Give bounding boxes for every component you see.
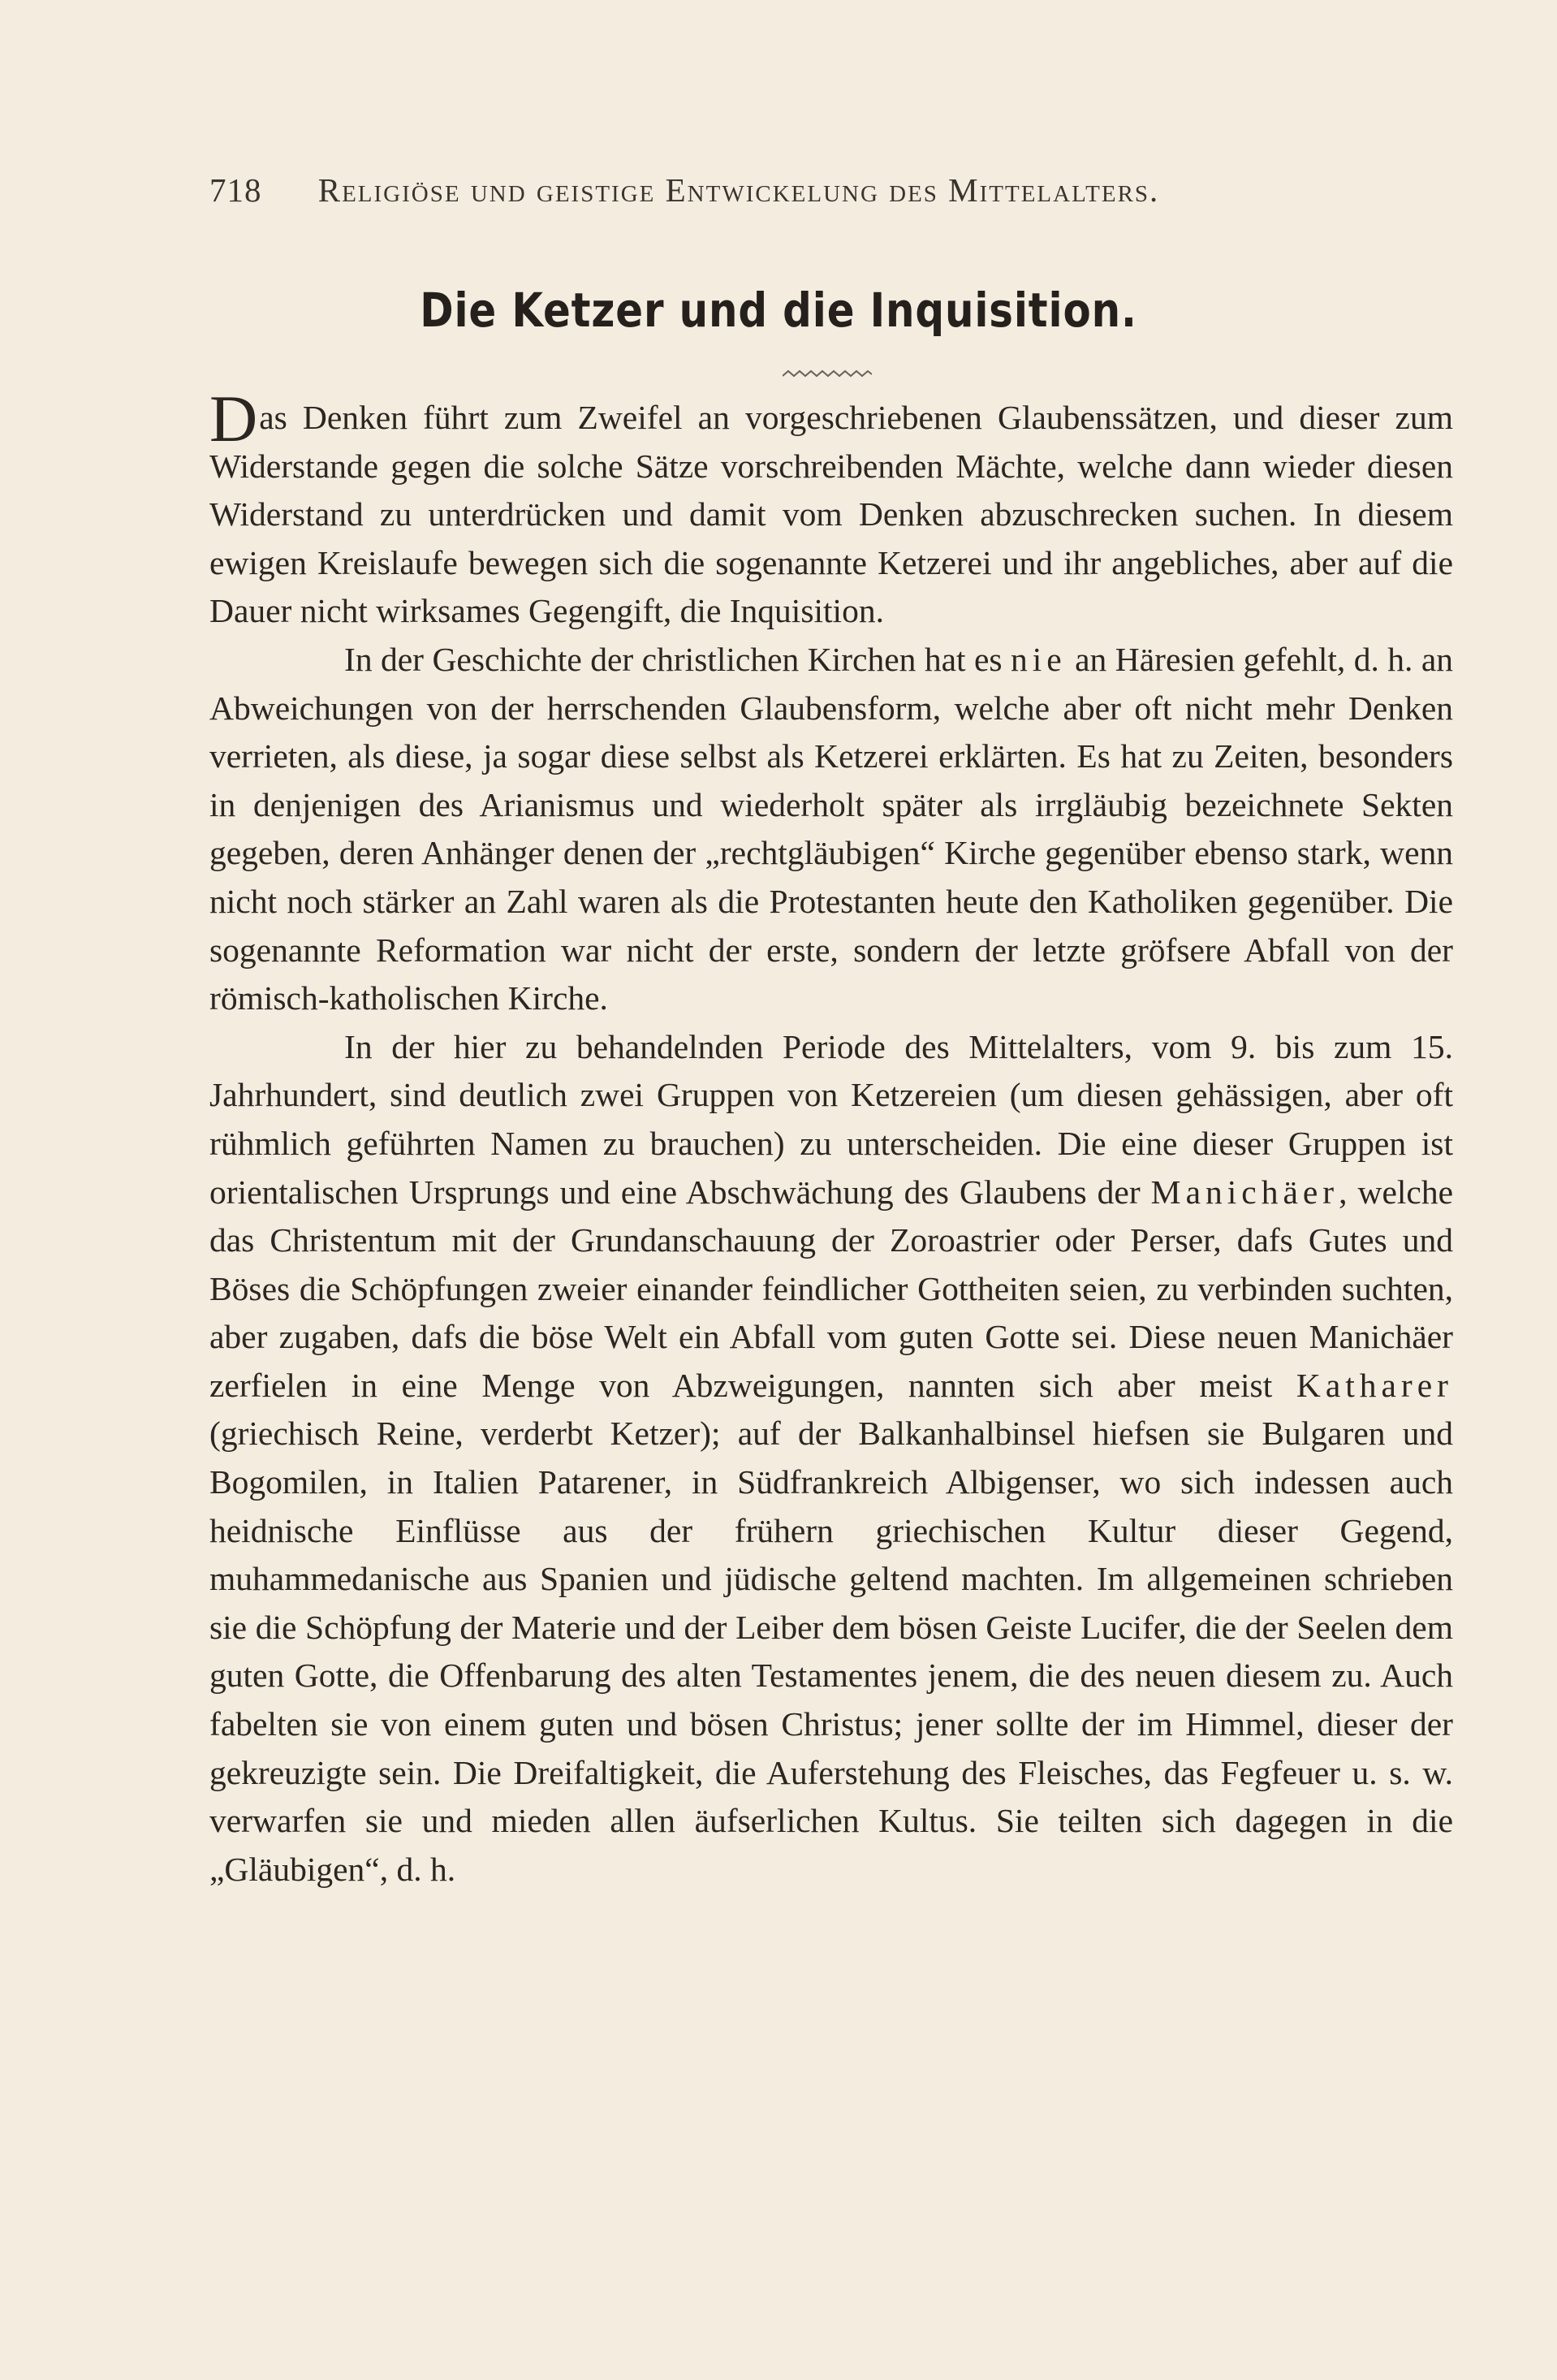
body-text [209, 382, 1454, 1894]
paragraph-2-text-b: an Häresien gefehlt, d. h. an Abweichungen von der herrschenden Glaubensform, welche aber oft nicht mehr Denken verrieten, als diese, ja sogar diese selbst als Ketzerei erklärten. Es hat zu Zeiten, besonders in denjenigen des Arianismus und wiederholt später als irrgläubig bezeichnete Sekten gegeben, deren Anhänger denen der „rechtgläubigen“ Kirche gegenüber ebenso stark, wenn nicht noch stärker an Zahl waren als die Protestanten heute den Katholiken gegenüber. Die sogenannte Reformation war nicht der erste, sondern der letzte gröfsere Abfall von der römisch-katholischen Kirche. [209, 640, 1454, 1017]
spaced-emphasis: Manichäer [1150, 1173, 1339, 1211]
paragraph-1-text: as Denken führt zum Zweifel an vorgeschriebenen Glaubenssätzen, und dieser zum Widerstande gegen die solche Sätze vorschreibenden Mächte, welche dann wieder diesen Widerstand zu unterdrücken und damit vom Denken abzuschrecken suchen. In diesem ewigen Kreislaufe bewegen sich die sogenannte Ketzerei und ihr angebliches, aber auf die Dauer nicht wirksames Gegengift, die Inquisition. [209, 399, 1453, 630]
paragraph-3-text-b: , welche das Christentum mit der Grundanschauung der Zoroastrier oder Perser, dafs Gutes und Böses die Schöpfungen zweier einander feindlicher Gottheiten seien, zu verbinden suchten, aber zugaben, dafs die böse Welt ein Abfall vom guten Gotte sei. Diese neuen Manichäer zerfielen in eine Menge von Abzweigungen, nannten sich aber meist [209, 1173, 1453, 1404]
paragraph-2-text-a: In der Geschichte der christlichen Kirchen hat es [344, 640, 1011, 678]
paragraph-3 [209, 1023, 1453, 1894]
wavy-ornament-icon [783, 368, 872, 379]
paragraph-3-text-c: (griechisch Reine, verderbt Ketzer); auf der Balkanhalbinsel hiefsen sie Bulgaren und Bogomilen, in Italien Patarener, in Südfrankreich Albigenser, wo sich indessen auch heidnische Einflüsse aus der frühern griechischen Kultur dieser Gegend, muhammedanische aus Spanien und jüdische geltend machten. Im allgemeinen schrieben sie die Schöpfung der Materie und der Leiber dem bösen Geiste Lucifer, die der Seelen dem guten Gotte, die Offenbarung des alten Testamentes jenem, die des neuen diesem zu. Auch fabelten sie von einem guten und bösen Christus; jener sollte der im Himmel, dieser der gekreuzigte sein. Die Dreifaltigkeit, die Auferstehung des Fleisches, das Fegfeuer u. s. w. verwarfen sie und mieden allen äufserlichen Kultus. Sie teilten sich dagegen in die „Gläubigen“, d. h. [209, 1415, 1453, 1888]
paragraph-1 [209, 382, 1453, 636]
chapter-title: Die Ketzer und die Inquisition. [420, 283, 1137, 338]
paragraph-3-text-a: In der hier zu behandelnden Periode des Mittelalters, vom 9. bis zum 15. Jahrhundert, sind deutlich zwei Gruppen von Ketzereien (um diesen gehässigen, aber oft rühmlich geführten Namen zu brauchen) zu unterscheiden. Die eine dieser Gruppen ist orientalischen Ursprungs und eine Abschwächung des Glaubens der [209, 1027, 1453, 1211]
paragraph-2 [209, 636, 1453, 1023]
drop-cap: D [209, 382, 258, 456]
spaced-emphasis: Katharer [1296, 1366, 1453, 1404]
running-head [209, 171, 1362, 209]
running-title: Religiöse und geistige Entwickelung des Mittelalters. [317, 171, 1160, 209]
page-number: 718 [209, 171, 262, 209]
spaced-emphasis: nie [1010, 640, 1067, 678]
